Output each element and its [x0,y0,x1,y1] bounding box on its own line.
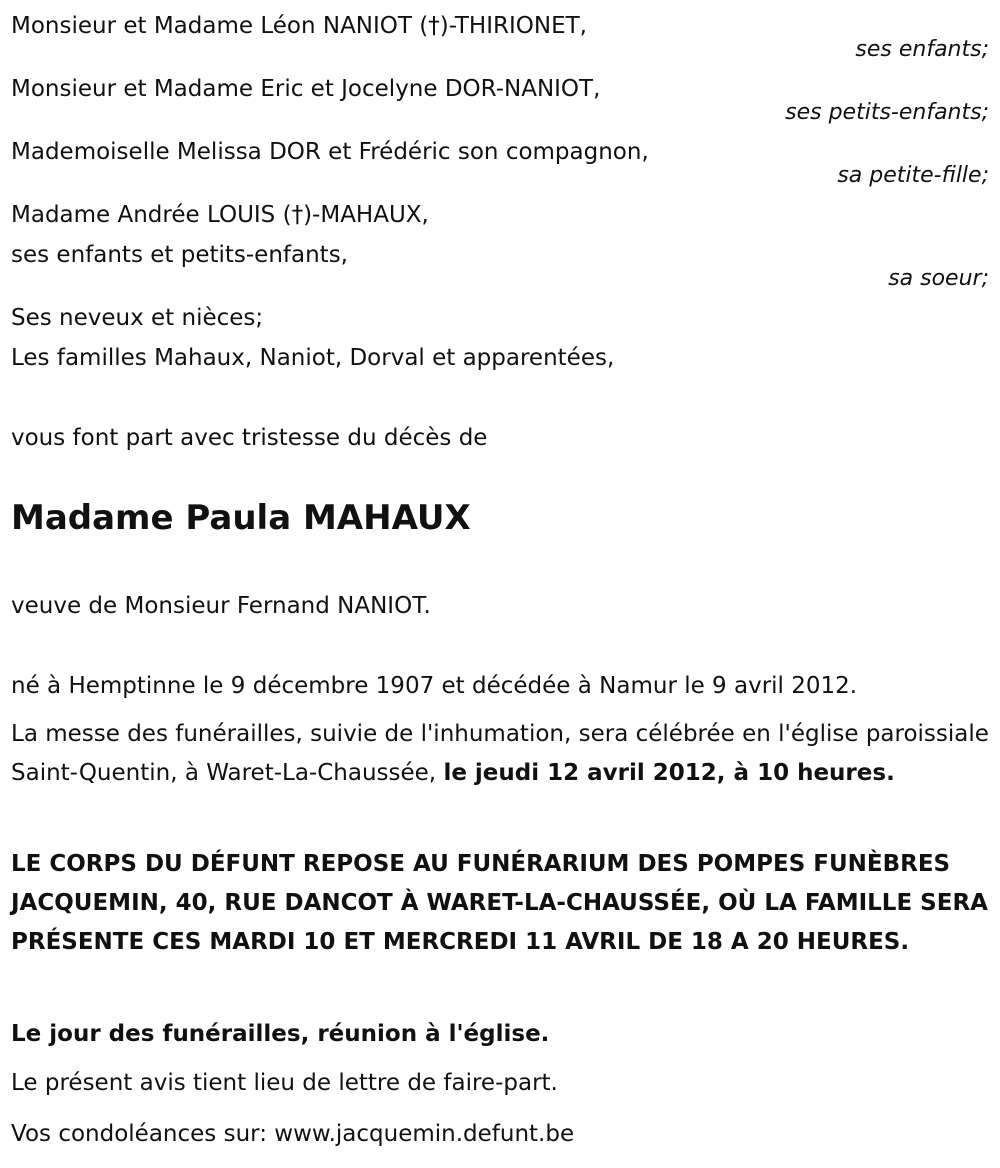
deceased-name: Madame Paula MAHAUX [11,498,471,538]
meeting-line: Le jour des funérailles, réunion à l'église. [11,1021,550,1047]
nephews-line: Ses neveux et nièces; [11,305,264,331]
birth-death-line: né à Hemptinne le 9 décembre 1907 et décédée à Namur le 9 avril 2012. [11,673,858,699]
sister-role: sa soeur; [888,266,989,291]
mass-text: La messe des funérailles, suivie de l'inhumation, sera célébrée en l'église paroissiale Saint-Quentin, à Waret-La-Chaussée, [11,721,989,786]
grandchildren-line: Monsieur et Madame Eric et Jocelyne DOR-NANIOT, [11,76,601,102]
children-role: ses enfants; [855,37,989,62]
granddaughter-role: sa petite-fille; [837,163,989,188]
mass-date: le jeudi 12 avril 2012, à 10 heures. [443,760,895,786]
granddaughter-line: Mademoiselle Melissa DOR et Frédéric son compagnon, [11,139,649,165]
condolences-line: Vos condoléances sur: www.jacquemin.defunt.be [11,1121,575,1147]
notice-line: Le présent avis tient lieu de lettre de faire-part. [11,1070,558,1096]
mass-paragraph [11,715,989,793]
grandchildren-role: ses petits-enfants; [785,100,989,125]
obituary-notice [11,0,989,1168]
widow-line: veuve de Monsieur Fernand NANIOT. [11,593,431,619]
sister-descendants-line: ses enfants et petits-enfants, [11,242,348,268]
intro-line: vous font part avec tristesse du décès de [11,425,488,451]
funerarium-paragraph: LE CORPS DU DÉFUNT REPOSE AU FUNÉRARIUM DES POMPES FUNÈBRES JACQUEMIN, 40, RUE DANCOT À WARET-LA-CHAUSSÉE, OÙ LA FAMILLE SERA PRÉSENTE CES MARDI 10 ET MERCREDI 11 AVRIL DE 18 A 20 HEURES. [11,851,988,955]
children-line: Monsieur et Madame Léon NANIOT (†)-THIRIONET, [11,13,587,39]
families-line: Les familles Mahaux, Naniot, Dorval et apparentées, [11,345,615,371]
sister-line: Madame Andrée LOUIS (†)-MAHAUX, [11,202,429,228]
